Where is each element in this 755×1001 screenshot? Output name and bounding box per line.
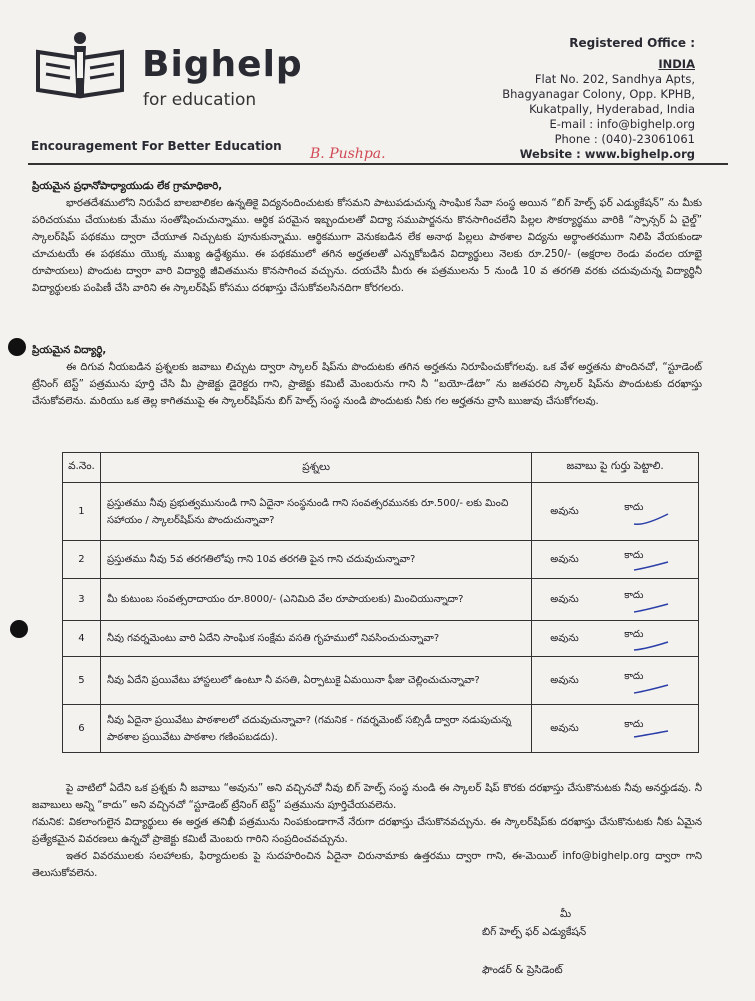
row-answer-cell [532, 541, 699, 579]
header-serial: వ.నెం. [63, 453, 101, 483]
row-number: 2 [63, 541, 101, 579]
row-number: 1 [63, 483, 101, 541]
office-line2: Bhagyanagar Colony, Opp. KPHB, [502, 87, 695, 101]
row-answer-cell [532, 483, 699, 541]
table-row [63, 705, 699, 753]
row-question: మీ కుటుంబ సంవత్సరాదాయం రూ.8000/- (ఎనిమిది వేల రూపాయలకు) మించియున్నాదా? [100, 579, 531, 621]
header-questions: ప్రశ్నలు [100, 453, 531, 483]
punch-hole-icon [10, 620, 28, 638]
row-answer-cell [532, 705, 699, 753]
table-row [63, 579, 699, 621]
table-row [63, 483, 699, 541]
yes-option[interactable]: అవును [550, 722, 579, 734]
punch-hole-icon [8, 338, 26, 356]
row-number: 4 [63, 621, 101, 657]
letter-intro [32, 178, 702, 297]
registered-office [435, 36, 695, 162]
questions-table [62, 452, 699, 753]
row-number: 5 [63, 657, 101, 705]
salutation-headmaster: ప్రియమైన ప్రధానోపాధ్యాయుడు లేక గ్రామాధికారి, [32, 181, 223, 192]
handwritten-name: B. Pushpa. [310, 146, 386, 162]
no-option[interactable]: కాదు [624, 670, 644, 682]
tick-mark-icon [632, 560, 670, 574]
office-line1: Flat No. 202, Sandhya Apts, [534, 72, 695, 86]
closing-block [440, 905, 586, 979]
row-question: నీవు ఏదేని ప్రయివేటు హాస్టలులో ఉంటూ నీ వసతి, ఏర్పాటుకై ఏమయినా ఫీజు చెల్లించుచున్నావా? [100, 657, 531, 705]
letter-notes [32, 780, 702, 882]
tick-mark-icon [632, 600, 670, 614]
closing-org: బిగ్ హెల్ప్ ఫర్ ఎడ్యుకేషన్ [482, 926, 587, 938]
tagline: Encouragement For Better Education [31, 139, 282, 153]
no-option[interactable]: కాదు [624, 589, 644, 601]
closing-title: ఫౌండర్ & ప్రెసిడెంట్ [482, 964, 563, 976]
book-logo-icon [30, 30, 130, 110]
brand-subtitle: for education [143, 90, 257, 110]
paragraph-eligibility: పై వాటిలో ఏదేని ఒక ప్రశ్నకు నీ జవాబు “అవును” అని వచ్చినచో నీవు బిగ్ హెల్ప్ సంస్థ నుండి ఈ స్కాలర్ షిప్ కొరకు దరఖాస్తు చేసుకొనుటకు నీవు అనర్హుడవు. నీ జవాబులు అన్ని “కాదు” అని వచ్చినచో “స్టూడెంట్ ట్రేనింగ్ టెస్ట్” పత్రమును పూర్తిచేయవలెను. [32, 783, 702, 811]
office-phone: Phone : (040)-23061061 [554, 132, 695, 146]
row-question: నీవు ఏదైనా ప్రయివేటు పాఠశాలలో చదువుచున్నావా? (గమనిక - గవర్నమెంట్ సబ్సిడీ ద్వారా నడుపుచున్న పాఠశాల ప్రయివేటు పాఠశాల గణింపబడదు). [100, 705, 531, 753]
paragraph-intro: భారతదేశములోని నిరుపేద బాలబాలికల ఉన్నతికై విద్యనందించుటకు కోసమని పాటుపడుచున్న సాంఘిక సేవా సంస్థ అయిన “బిగ్ హెల్ప్ ఫర్ ఎడ్యుకేషన్” ను మీకు పరిచయము చేయుటకు మేము సంతోషించుచున్నాము. ఆర్థిక పరమైన ఇబ్బందులతో విద్యా సముపార్జనను కొనసాగించలేని పిల్లల సౌకర్యార్థము వారికి “స్పాన్సర్ ఏ చైల్డ్” స్కాలర్‌షిప్ పథకము ద్వారా చేయూత నిచ్చుటకు పూనుకున్నాము. ఆర్థికముగా వెనుకబడిన లేక అనాథ పిల్లలు పాఠశాల విద్యను అర్థాంతరముగా నిలిపి వేయకుండా చూచుటయే ఈ పథకము యొక్క ముఖ్య ఉద్దేశ్యము. ఈ పథకములో తగిన అర్హతలతో ఎన్నుకోబడిన విద్యార్థులు నెలకు రూ.250/- (అక్షరాల రెండు వందల యాభై రూపాయలు) పొందుట ద్వారా వారి విద్యార్థి జీవితమును కొనసాగించ వచ్చును. దయచేసి మీరు ఈ పత్రములను 5 నుండి 10 వ తరగతి వరకు చదువుచున్న విద్యార్థినీ విద్యార్థులకు పంపిణీ చేసి వారిని ఈ స్కాలర్‌షిప్ కోసము దరఖాస్తు చేసుకోవలసినదిగా కోరగలరు. [32, 198, 702, 294]
paragraph-note: గమనిక: వికలాంగులైన విద్యార్థులు ఈ అర్హత తనిఖీ పత్రమును నింపకుండాగానే నేరుగా దరఖాస్తు చేసుకొనవచ్చును. ఈ స్కాలర్‌షిప్‌కు దరఖాస్తు చేసుకొనుటకు నీకు ఏమైన ప్రత్యేకమైన వివరణలు ఉన్నచో ప్రాజెక్టు కమిటీ మెంబరు గారిని సంప్రదించవచ్చును. [32, 817, 702, 845]
paragraph-student: ఈ దిగువ నీయబడిన ప్రశ్నలకు జవాబు లిచ్చుట ద్వారా స్కాలర్ షిప్‌ను పొందుటకు తగిన అర్హతను నిరూపించుకోగలవు. ఒక వేళ అర్హతను పొందినచో, “స్టూడెంట్ ట్రేనింగ్ టెస్ట్” పత్రమును పూర్తి చేసి మీ ప్రాజెక్టు డైరెక్టరు గాని, ప్రాజెక్టు కమిటీ మెంబరును గాని నీ “బయో-డేటా” ను జతపరచి స్కాలర్ షిప్‌ను పొందుటకు దరఖాస్తు చేసుకోవలెను. మరియు ఒక తెల్ల కాగితముపై ఈ స్కాలర్‌షిప్‌ను బిగ్ హెల్ప్ సంస్థ నుండి పొందుటకు నీకు గల అర్హతను వ్రాసి ఋజువు చేసుకోగలవు. [32, 362, 702, 407]
tick-mark-icon [632, 512, 670, 526]
brand-name: Bighelp [142, 44, 303, 85]
closing-yours: మీ [560, 908, 572, 920]
header-answer: జవాబు పై గుర్తు పెట్టాలి. [532, 453, 699, 483]
table-row [63, 621, 699, 657]
letter-student [32, 342, 702, 410]
table-header-row [63, 453, 699, 483]
table-row [63, 541, 699, 579]
no-option[interactable]: కాదు [624, 718, 644, 730]
row-number: 3 [63, 579, 101, 621]
row-answer-cell [532, 657, 699, 705]
salutation-student: ప్రియమైన విద్యార్థి, [32, 345, 107, 356]
yes-option[interactable]: అవును [550, 553, 579, 565]
office-website: Website : www.bighelp.org [519, 147, 695, 161]
yes-option[interactable]: అవును [550, 505, 579, 517]
tick-mark-icon [632, 639, 670, 653]
office-heading: Registered Office : [569, 36, 695, 50]
tick-mark-icon [632, 729, 670, 743]
row-question: ప్రస్తుతము నీవు 5వ తరగతిలోపు గాని 10వ తరగతి పైన గాని చదువుచున్నావా? [100, 541, 531, 579]
yes-option[interactable]: అవును [550, 674, 579, 686]
no-option[interactable]: కాదు [624, 628, 644, 640]
paragraph-contact: ఇతర వివరములకు సలహాలకు, ఫిర్యాదులకు పై సుదహరించిన ఏదైనా చిరునామాకు ఉత్తరము ద్వారా గాని, ఈ-మెయిల్ info@bighelp.org ద్వారా గాని తెలుసుకోవలెను. [32, 851, 702, 879]
office-line3: Kukatpally, Hyderabad, India [529, 102, 695, 116]
row-answer-cell [532, 621, 699, 657]
tick-mark-icon [632, 681, 670, 695]
row-number: 6 [63, 705, 101, 753]
no-option[interactable]: కాదు [624, 501, 644, 513]
yes-option[interactable]: అవును [550, 593, 579, 605]
yes-option[interactable]: అవును [550, 632, 579, 644]
no-option[interactable]: కాదు [624, 549, 644, 561]
office-country: INDIA [658, 57, 695, 71]
row-question: నీవు గవర్నమెంటు వారి ఏదేని సాంఘిక సంక్షేమ వసతి గృహములో నివసించుచున్నావా? [100, 621, 531, 657]
row-question: ప్రస్తుతము నీవు ప్రభుత్వమునుండి గాని ఏదైనా సంస్థనుండి గాని సంవత్సరమునకు రూ.500/- లకు మించి సహాయం / స్కాలర్‌షిప్‌ను పొందుచున్నావా? [100, 483, 531, 541]
row-answer-cell [532, 579, 699, 621]
table-row [63, 657, 699, 705]
office-email: E-mail : info@bighelp.org [549, 117, 695, 131]
header-divider [28, 163, 728, 165]
